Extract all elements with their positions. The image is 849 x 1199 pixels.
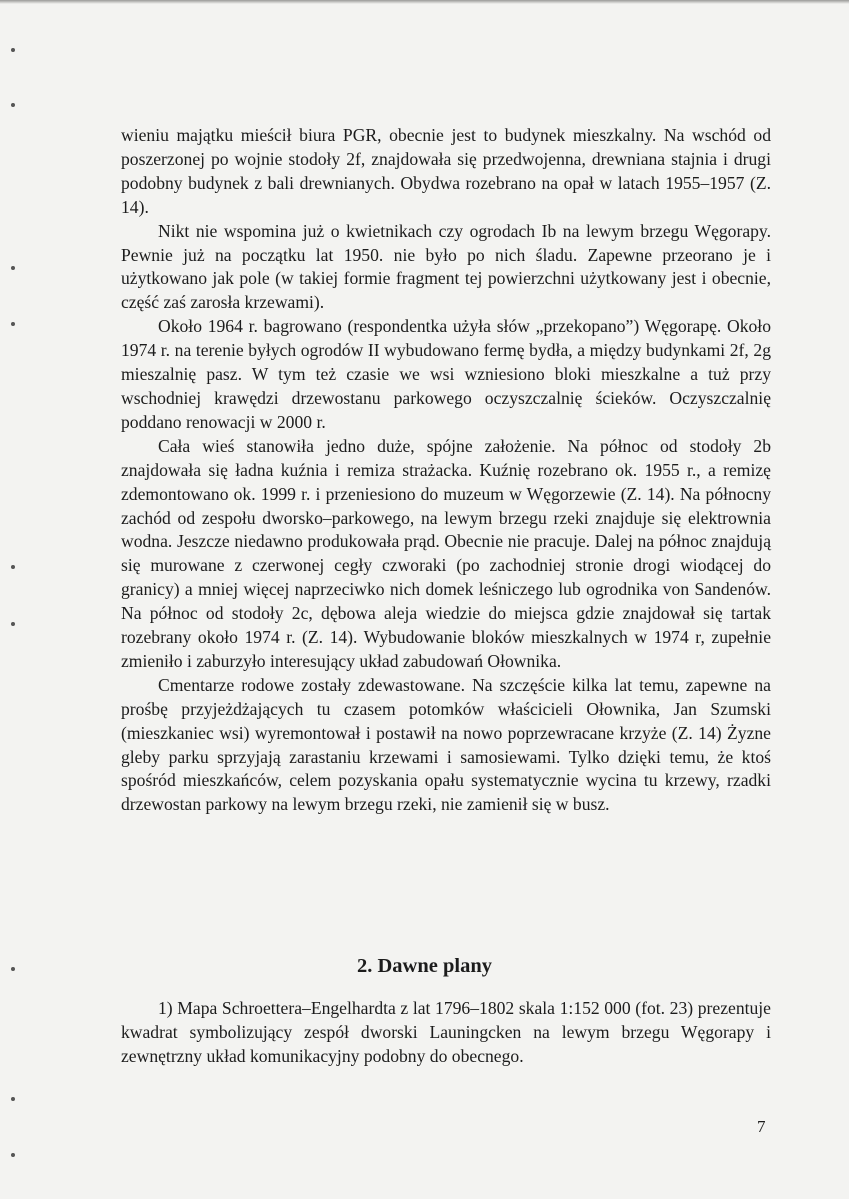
margin-speck bbox=[11, 565, 15, 569]
paragraph-1: wieniu majątku mieścił biura PGR, obecnie jest to budynek mieszkalny. Na wschód od poszerzonej po wojnie stodoły 2f, znajdowała się przedwojenna, drewniana stajnia i drugi podobny budynek z bali drewnianych. Obydwa rozebrano na opał w latach 1955–1957 (Z. 14). bbox=[121, 125, 771, 217]
margin-speck bbox=[11, 48, 15, 52]
scan-top-edge bbox=[0, 0, 849, 4]
margin-speck bbox=[11, 1097, 15, 1101]
margin-speck bbox=[11, 1153, 15, 1157]
paragraph-2: Nikt nie wspomina już o kwietnikach czy ogrodach Ib na lewym brzegu Węgorapy. Pewnie już na początku lat 1950. nie było po nich śladu. Zapewne przeorano je i użytkowano jak pole (w takiej formie fragment tej powierzchni użytkowany jest i obecnie, część zaś zarosła krzewami). bbox=[121, 220, 771, 313]
paragraph-4: Cała wieś stanowiła jedno duże, spójne założenie. Na północ od stodoły 2b znajdowała się ładna kuźnia i remiza strażacka. Kuźnię rozebrano ok. 1955 r., a remizę zdemontowano ok. 1999 r. i przeniesiono do muzeum w Węgorzewie (Z. 14). Na północny zachód od zespołu dworsko–parkowego, na lewym brzegu rzeki znajduje się elektrownia wodna. Jeszcze niedawno produkowała prąd. Obecnie nie pracuje. Dalej na północ znajdują się murowane z czerwonej cegły czworaki (po zachodniej stronie drogi wiodącej do granicy) a mniej więcej naprzeciwko nich domek leśniczego lub ogrodnika von Sandenów. Na północ od stodoły 2c, dębowa aleja wiedzie do miejsca gdzie znajdował się tartak rozebrany około 1974 r. (Z. 14). Wybudowanie bloków mieszkalnych w 1974 r, zupełnie zmieniło i zaburzyło interesujący układ zabudowań Ołownika. bbox=[121, 435, 771, 671]
section-body-text bbox=[121, 997, 771, 1069]
margin-speck bbox=[11, 103, 15, 107]
paragraph-5: Cmentarze rodowe zostały zdewastowane. Na szczęście kilka lat temu, zapewne na prośbę przyjeżdżających tu czasem potomków właścicieli Ołownika, Jan Szumski (mieszkaniec wsi) wyremontował i postawił na nowo poprzewracane krzyże (Z. 14) Żyzne gleby parku sprzyjają zarastaniu krzewami i samosiewami. Tylko dzięki temu, że ktoś spośród mieszkańców, celem pozyskania opału systematycznie wycina tu krzewy, rzadki drzewostan parkowy na lewym brzegu rzeki, nie zamienił się w busz. bbox=[121, 674, 771, 815]
page-number: 7 bbox=[757, 1117, 766, 1136]
margin-speck bbox=[11, 622, 15, 626]
paragraph-3: Około 1964 r. bagrowano (respondentka użyła słów „przekopano”) Węgorapę. Około 1974 r. na terenie byłych ogrodów II wybudowano fermę bydła, a między budynkami 2f, 2g mieszalnię pasz. W tym też czasie we wsi wzniesiono bloki mieszkalne a tuż przy wschodniej krawędzi drzewostanu parkowego oczyszczalnię ścieków. Oczyszczalnię poddano renowacji w 2000 r. bbox=[121, 316, 771, 432]
margin-speck bbox=[11, 322, 15, 326]
body-text bbox=[121, 124, 771, 817]
section-heading: 2. Dawne plany bbox=[357, 955, 492, 977]
section-paragraph-1: 1) Mapa Schroettera–Engelhardta z lat 1796–1802 skala 1:152 000 (fot. 23) prezentuje kwadrat symbolizujący zespół dworski Launingcken na lewym brzegu Węgorapy i zewnętrzny układ komunikacyjny podobny do obecnego. bbox=[121, 998, 771, 1066]
margin-speck bbox=[11, 266, 15, 270]
